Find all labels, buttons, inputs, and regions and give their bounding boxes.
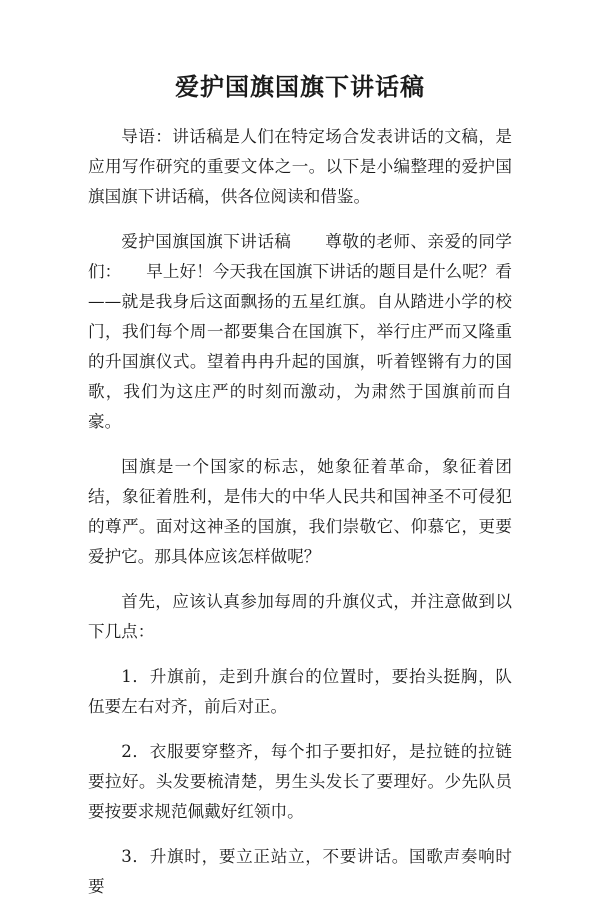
list-item-2: 2．衣服要穿整齐，每个扣子要扣好，是拉链的拉链要拉好。头发要梳清楚，男生头发长了要理好。少先队员要按要求规范佩戴好红领巾。 <box>88 742 512 821</box>
paragraph-intro: 导语：讲话稿是人们在特定场合发表讲话的文稿，是应用写作研究的重要文体之一。以下是小编整理的爱护国旗国旗下讲话稿，供各位阅读和借鉴。 <box>88 127 512 206</box>
paragraph-flag-meaning: 国旗是一个国家的标志，她象征着革命，象征着团结，象征着胜利，是伟大的中华人民共和国神圣不可侵犯的尊严。面对这神圣的国旗，我们崇敬它、仰慕它，更要爱护它。那具体应该怎样做呢？ <box>88 457 512 566</box>
paragraph-first: 首先，应该认真参加每周的升旗仪式，并注意做到以下几点： <box>88 592 512 641</box>
paragraph-greeting: 爱护国旗国旗下讲话稿 尊敬的老师、亲爱的同学们： 早上好！今天我在国旗下讲话的题目是什么呢？看——就是我身后这面飘扬的五星红旗。自从踏进小学的校门，我们每个周一都要集合在国旗下，举行庄严而又隆重的升国旗仪式。望着冉冉升起的国旗，听着铿锵有力的国歌，我们为这庄严的时刻而激动，为肃然于国旗前而自豪。 <box>88 232 512 431</box>
document-title: 爱护国旗国旗下讲话稿 <box>175 72 425 101</box>
list-item-1: 1．升旗前，走到升旗台的位置时，要抬头挺胸，队伍要左右对齐，前后对正。 <box>88 667 512 716</box>
list-item-3: 3．升旗时，要立正站立，不要讲话。国歌声奏响时要 <box>88 847 512 896</box>
document-body <box>88 122 512 917</box>
